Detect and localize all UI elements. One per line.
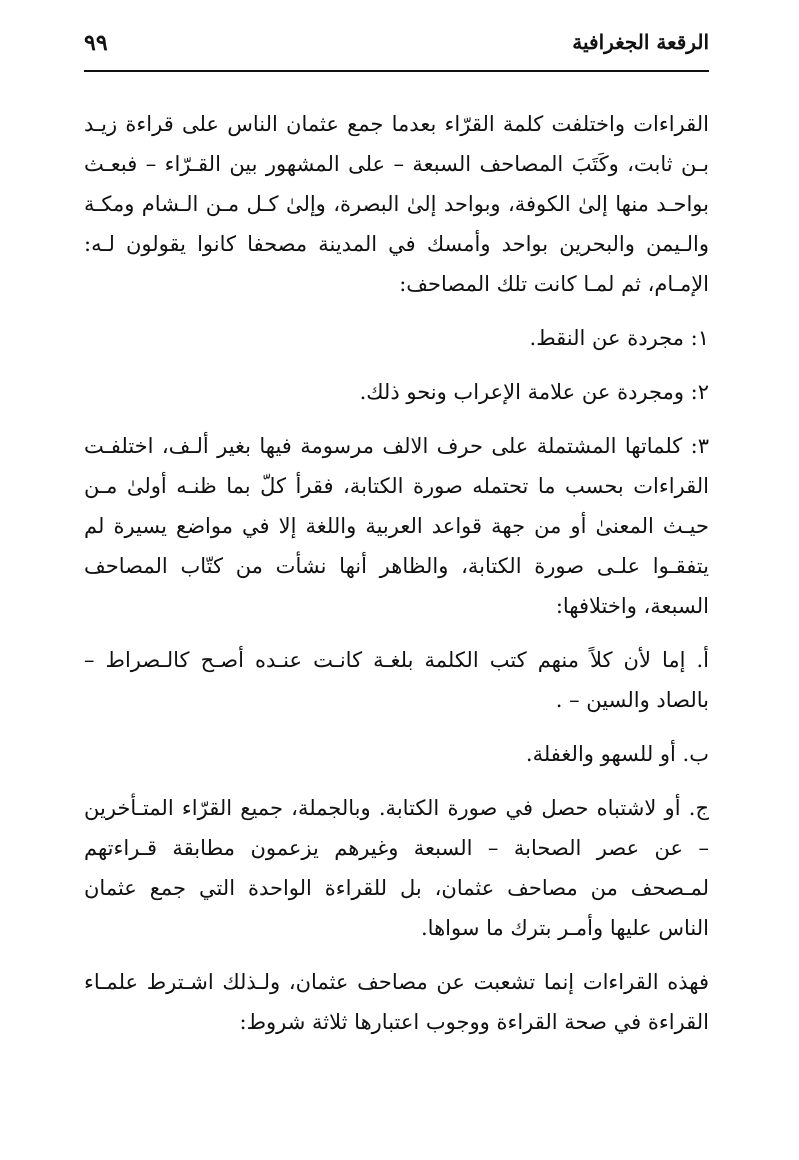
- header-rule: [84, 70, 709, 72]
- list-item-1: ١: مجردة عن النقط.: [529, 326, 709, 350]
- sub-item-a: أ. إما لأن كلاً منهم كتب الكلمة بلغـة كانـت عنـده أصـح كالـصراط – بالصاد والسين – .: [84, 648, 709, 712]
- sub-item-c: ج. أو لاشتباه حصل في صورة الكتابة. وبالجملة، جميع القرّاء المتـأخرين – عن عصر الصحابة – السبعة وغيرهم يزعمون مطابقة قـراءتهم لمـصحف من مصاحف عثمان، بل للقراءة الواحدة التي جمع عثمان الناس عليها وأمـر بترك ما سواها.: [84, 796, 710, 940]
- list-item-2: ٢: ومجردة عن علامة الإعراب ونحو ذلك.: [359, 380, 709, 404]
- sub-item-b: ب. أو للسهو والغفلة.: [525, 742, 709, 766]
- page-header: [84, 30, 709, 64]
- paragraph-conclusion: فهذه القراءات إنما تشعبت عن مصاحف عثمان، ولـذلك اشـترط علمـاء القراءة في صحة القراءة ووجوب اعتبارها ثلاثة شروط:: [84, 970, 709, 1034]
- page-number: ٩٩: [84, 30, 108, 56]
- list-item-3: ٣: كلماتها المشتملة على حرف الالف مرسومة فيها بغير ألـف، اختلفـت القراءات بحسب ما تحتمله صورة الكتابة، فقرأ كلّ بما ظنـه أولىٰ مـن حيـث المعنىٰ أو من جهة قواعد العربية واللغة إلا في مواضع يسيرة لم يتفقـوا علـى صورة الكتابة، والظاهر أنها نشأت من كتّاب المصاحف السبعة، واختلافها:: [84, 434, 709, 618]
- running-title: الرقعة الجغرافية: [572, 30, 709, 54]
- body-text: [84, 104, 709, 1042]
- paragraph-intro: القراءات واختلفت كلمة القرّاء بعدما جمع عثمان الناس على قراءة زيـد بـن ثابت، وكَتَبَ المصاحف السبعة – على المشهور بين القـرّاء – فبعـث بواحـد منها إلىٰ الكوفة، وبواحد إلىٰ البصرة، وإلىٰ كـل مـن الـشام ومكـة والـيمن والبحرين بواحد وأمسك في المدينة مصحفا كانوا يقولون لـه: الإمـام، ثم لمـا كانت تلك المصاحف:: [84, 112, 709, 296]
